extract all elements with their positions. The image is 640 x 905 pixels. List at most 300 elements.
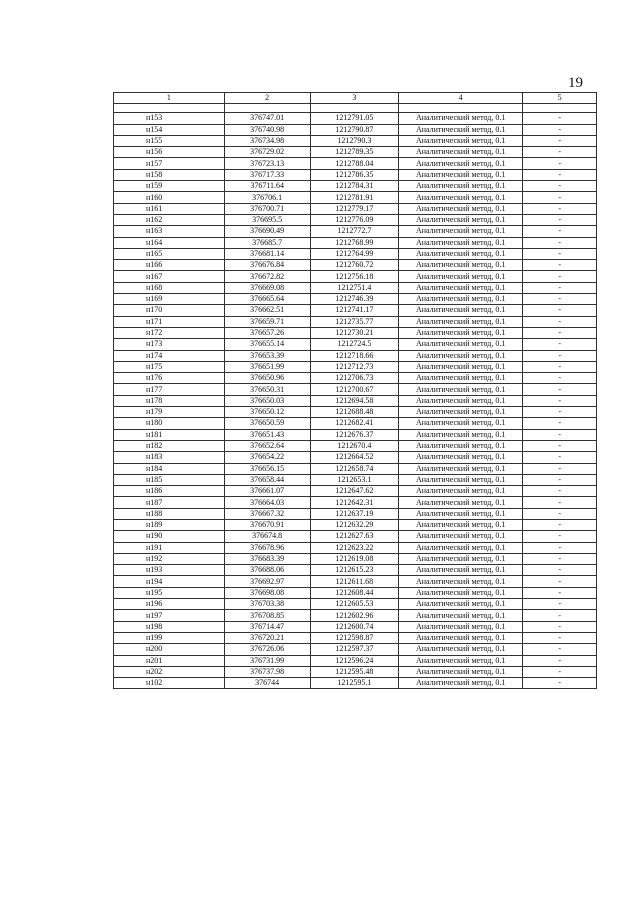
method-cell: Аналитический метод, 0.1 <box>398 305 522 316</box>
note-cell: - <box>523 237 597 248</box>
method-cell: Аналитический метод, 0.1 <box>398 260 522 271</box>
x-coordinate-cell: 376655.14 <box>224 339 310 350</box>
point-id-cell: н197 <box>114 610 225 621</box>
table-row <box>114 418 597 429</box>
point-id-cell: н198 <box>114 621 225 632</box>
table-row <box>114 407 597 418</box>
note-cell: - <box>523 407 597 418</box>
method-cell: Аналитический метод, 0.1 <box>398 463 522 474</box>
column-header-2: 2 <box>224 93 310 104</box>
y-coordinate-cell: 1212597.37 <box>310 644 398 655</box>
note-cell: - <box>523 147 597 158</box>
note-cell: - <box>523 113 597 124</box>
point-id-cell: н189 <box>114 519 225 530</box>
method-cell: Аналитический метод, 0.1 <box>398 294 522 305</box>
note-cell: - <box>523 248 597 259</box>
table-row <box>114 282 597 293</box>
x-coordinate-cell: 376676.84 <box>224 260 310 271</box>
table-row <box>114 226 597 237</box>
method-cell: Аналитический метод, 0.1 <box>398 599 522 610</box>
table-row <box>114 621 597 632</box>
note-cell: - <box>523 542 597 553</box>
note-cell: - <box>523 135 597 146</box>
point-id-cell: н176 <box>114 373 225 384</box>
method-cell: Аналитический метод, 0.1 <box>398 339 522 350</box>
table-row <box>114 519 597 530</box>
y-coordinate-cell: 1212786.35 <box>310 169 398 180</box>
note-cell: - <box>523 440 597 451</box>
y-coordinate-cell: 1212600.74 <box>310 621 398 632</box>
note-cell: - <box>523 294 597 305</box>
y-coordinate-cell: 1212756.18 <box>310 271 398 282</box>
point-id-cell: н175 <box>114 361 225 372</box>
y-coordinate-cell: 1212619.08 <box>310 553 398 564</box>
point-id-cell: н156 <box>114 147 225 158</box>
table-row <box>114 531 597 542</box>
y-coordinate-cell: 1212724.5 <box>310 339 398 350</box>
note-cell: - <box>523 316 597 327</box>
y-coordinate-cell: 1212664.52 <box>310 452 398 463</box>
table-spacer-row <box>114 104 597 113</box>
point-id-cell: н186 <box>114 486 225 497</box>
method-cell: Аналитический метод, 0.1 <box>398 610 522 621</box>
point-id-cell: н155 <box>114 135 225 146</box>
method-cell: Аналитический метод, 0.1 <box>398 474 522 485</box>
note-cell: - <box>523 644 597 655</box>
table-row <box>114 181 597 192</box>
method-cell: Аналитический метод, 0.1 <box>398 113 522 124</box>
table-body <box>114 104 597 689</box>
note-cell: - <box>523 452 597 463</box>
table-row <box>114 350 597 361</box>
point-id-cell: н178 <box>114 395 225 406</box>
table-row <box>114 666 597 677</box>
table-row <box>114 158 597 169</box>
note-cell: - <box>523 384 597 395</box>
note-cell: - <box>523 519 597 530</box>
table-row <box>114 361 597 372</box>
table-row <box>114 452 597 463</box>
note-cell: - <box>523 531 597 542</box>
note-cell: - <box>523 327 597 338</box>
table-row <box>114 463 597 474</box>
page-number: 19 <box>568 75 583 91</box>
table-row <box>114 587 597 598</box>
method-cell: Аналитический метод, 0.1 <box>398 666 522 677</box>
x-coordinate-cell: 376662.51 <box>224 305 310 316</box>
note-cell: - <box>523 610 597 621</box>
x-coordinate-cell: 376681.14 <box>224 248 310 259</box>
y-coordinate-cell: 1212642.31 <box>310 497 398 508</box>
table-row <box>114 655 597 666</box>
point-id-cell: н184 <box>114 463 225 474</box>
x-coordinate-cell: 376656.15 <box>224 463 310 474</box>
x-coordinate-cell: 376672.82 <box>224 271 310 282</box>
method-cell: Аналитический метод, 0.1 <box>398 282 522 293</box>
table-row <box>114 429 597 440</box>
y-coordinate-cell: 1212598.87 <box>310 632 398 643</box>
x-coordinate-cell: 376692.97 <box>224 576 310 587</box>
x-coordinate-cell: 376731.99 <box>224 655 310 666</box>
x-coordinate-cell: 376650.03 <box>224 395 310 406</box>
y-coordinate-cell: 1212735.77 <box>310 316 398 327</box>
method-cell: Аналитический метод, 0.1 <box>398 158 522 169</box>
column-header-4: 4 <box>398 93 522 104</box>
table-row <box>114 203 597 214</box>
table-row <box>114 124 597 135</box>
table-row <box>114 237 597 248</box>
y-coordinate-cell: 1212596.24 <box>310 655 398 666</box>
point-id-cell: н202 <box>114 666 225 677</box>
x-coordinate-cell: 376690.49 <box>224 226 310 237</box>
x-coordinate-cell: 376664.03 <box>224 497 310 508</box>
y-coordinate-cell: 1212776.09 <box>310 214 398 225</box>
point-id-cell: н195 <box>114 587 225 598</box>
method-cell: Аналитический метод, 0.1 <box>398 248 522 259</box>
note-cell: - <box>523 666 597 677</box>
note-cell: - <box>523 508 597 519</box>
x-coordinate-cell: 376651.99 <box>224 361 310 372</box>
point-id-cell: н169 <box>114 294 225 305</box>
x-coordinate-cell: 376685.7 <box>224 237 310 248</box>
y-coordinate-cell: 1212764.99 <box>310 248 398 259</box>
point-id-cell: н173 <box>114 339 225 350</box>
point-id-cell: н190 <box>114 531 225 542</box>
note-cell: - <box>523 474 597 485</box>
point-id-cell: н200 <box>114 644 225 655</box>
table-header-row <box>114 93 597 104</box>
point-id-cell: н170 <box>114 305 225 316</box>
method-cell: Аналитический метод, 0.1 <box>398 384 522 395</box>
x-coordinate-cell: 376734.98 <box>224 135 310 146</box>
x-coordinate-cell: 376729.02 <box>224 147 310 158</box>
y-coordinate-cell: 1212627.63 <box>310 531 398 542</box>
note-cell: - <box>523 271 597 282</box>
table-row <box>114 553 597 564</box>
point-id-cell: н199 <box>114 632 225 643</box>
point-id-cell: н166 <box>114 260 225 271</box>
method-cell: Аналитический метод, 0.1 <box>398 418 522 429</box>
table-row <box>114 474 597 485</box>
method-cell: Аналитический метод, 0.1 <box>398 542 522 553</box>
y-coordinate-cell: 1212647.62 <box>310 486 398 497</box>
note-cell: - <box>523 576 597 587</box>
note-cell: - <box>523 553 597 564</box>
x-coordinate-cell: 376723.13 <box>224 158 310 169</box>
y-coordinate-cell: 1212602.96 <box>310 610 398 621</box>
x-coordinate-cell: 376717.33 <box>224 169 310 180</box>
method-cell: Аналитический метод, 0.1 <box>398 192 522 203</box>
column-header-1: 1 <box>114 93 225 104</box>
x-coordinate-cell: 376747.01 <box>224 113 310 124</box>
x-coordinate-cell: 376703.38 <box>224 599 310 610</box>
x-coordinate-cell: 376720.21 <box>224 632 310 643</box>
x-coordinate-cell: 376665.64 <box>224 294 310 305</box>
method-cell: Аналитический метод, 0.1 <box>398 655 522 666</box>
method-cell: Аналитический метод, 0.1 <box>398 237 522 248</box>
table-row <box>114 395 597 406</box>
x-coordinate-cell: 376650.59 <box>224 418 310 429</box>
y-coordinate-cell: 1212712.73 <box>310 361 398 372</box>
note-cell: - <box>523 486 597 497</box>
table-row <box>114 327 597 338</box>
point-id-cell: н191 <box>114 542 225 553</box>
method-cell: Аналитический метод, 0.1 <box>398 587 522 598</box>
table-row <box>114 576 597 587</box>
x-coordinate-cell: 376711.64 <box>224 181 310 192</box>
point-id-cell: н179 <box>114 407 225 418</box>
table-row <box>114 632 597 643</box>
y-coordinate-cell: 1212768.99 <box>310 237 398 248</box>
method-cell: Аналитический метод, 0.1 <box>398 440 522 451</box>
y-coordinate-cell: 1212608.44 <box>310 587 398 598</box>
point-id-cell: н182 <box>114 440 225 451</box>
point-id-cell: н102 <box>114 678 225 689</box>
y-coordinate-cell: 1212632.29 <box>310 519 398 530</box>
note-cell: - <box>523 463 597 474</box>
note-cell: - <box>523 350 597 361</box>
x-coordinate-cell: 376669.08 <box>224 282 310 293</box>
x-coordinate-cell: 376698.08 <box>224 587 310 598</box>
x-coordinate-cell: 376667.32 <box>224 508 310 519</box>
table-row <box>114 610 597 621</box>
y-coordinate-cell: 1212595.1 <box>310 678 398 689</box>
method-cell: Аналитический метод, 0.1 <box>398 486 522 497</box>
x-coordinate-cell: 376737.98 <box>224 666 310 677</box>
table-row <box>114 486 597 497</box>
method-cell: Аналитический метод, 0.1 <box>398 452 522 463</box>
note-cell: - <box>523 169 597 180</box>
x-coordinate-cell: 376650.96 <box>224 373 310 384</box>
y-coordinate-cell: 1212694.58 <box>310 395 398 406</box>
x-coordinate-cell: 376661.07 <box>224 486 310 497</box>
x-coordinate-cell: 376688.06 <box>224 565 310 576</box>
method-cell: Аналитический метод, 0.1 <box>398 226 522 237</box>
y-coordinate-cell: 1212670.4 <box>310 440 398 451</box>
x-coordinate-cell: 376695.5 <box>224 214 310 225</box>
point-id-cell: н162 <box>114 214 225 225</box>
x-coordinate-cell: 376683.39 <box>224 553 310 564</box>
x-coordinate-cell: 376674.8 <box>224 531 310 542</box>
note-cell: - <box>523 226 597 237</box>
table-row <box>114 508 597 519</box>
method-cell: Аналитический метод, 0.1 <box>398 135 522 146</box>
point-id-cell: н165 <box>114 248 225 259</box>
note-cell: - <box>523 599 597 610</box>
point-id-cell: н183 <box>114 452 225 463</box>
point-id-cell: н185 <box>114 474 225 485</box>
note-cell: - <box>523 429 597 440</box>
y-coordinate-cell: 1212623.22 <box>310 542 398 553</box>
table-row <box>114 271 597 282</box>
column-header-3: 3 <box>310 93 398 104</box>
x-coordinate-cell: 376700.71 <box>224 203 310 214</box>
note-cell: - <box>523 192 597 203</box>
note-cell: - <box>523 158 597 169</box>
table-row <box>114 260 597 271</box>
method-cell: Аналитический метод, 0.1 <box>398 632 522 643</box>
note-cell: - <box>523 305 597 316</box>
point-id-cell: н177 <box>114 384 225 395</box>
note-cell: - <box>523 181 597 192</box>
y-coordinate-cell: 1212760.72 <box>310 260 398 271</box>
table-row <box>114 135 597 146</box>
method-cell: Аналитический метод, 0.1 <box>398 407 522 418</box>
note-cell: - <box>523 497 597 508</box>
x-coordinate-cell: 376651.43 <box>224 429 310 440</box>
method-cell: Аналитический метод, 0.1 <box>398 519 522 530</box>
note-cell: - <box>523 260 597 271</box>
method-cell: Аналитический метод, 0.1 <box>398 531 522 542</box>
table-row <box>114 339 597 350</box>
table-row <box>114 384 597 395</box>
note-cell: - <box>523 214 597 225</box>
x-coordinate-cell: 376708.85 <box>224 610 310 621</box>
y-coordinate-cell: 1212781.91 <box>310 192 398 203</box>
table-row <box>114 565 597 576</box>
point-id-cell: н172 <box>114 327 225 338</box>
point-id-cell: н196 <box>114 599 225 610</box>
spacer-cell <box>224 104 310 113</box>
x-coordinate-cell: 376658.44 <box>224 474 310 485</box>
spacer-cell <box>398 104 522 113</box>
table-row <box>114 678 597 689</box>
y-coordinate-cell: 1212653.1 <box>310 474 398 485</box>
method-cell: Аналитический метод, 0.1 <box>398 497 522 508</box>
point-id-cell: н158 <box>114 169 225 180</box>
note-cell: - <box>523 655 597 666</box>
x-coordinate-cell: 376652.64 <box>224 440 310 451</box>
x-coordinate-cell: 376678.96 <box>224 542 310 553</box>
point-id-cell: н201 <box>114 655 225 666</box>
x-coordinate-cell: 376726.06 <box>224 644 310 655</box>
x-coordinate-cell: 376670.91 <box>224 519 310 530</box>
table-row <box>114 440 597 451</box>
y-coordinate-cell: 1212751.4 <box>310 282 398 293</box>
table-row <box>114 373 597 384</box>
y-coordinate-cell: 1212718.66 <box>310 350 398 361</box>
note-cell: - <box>523 203 597 214</box>
method-cell: Аналитический метод, 0.1 <box>398 169 522 180</box>
y-coordinate-cell: 1212788.04 <box>310 158 398 169</box>
table-row <box>114 169 597 180</box>
method-cell: Аналитический метод, 0.1 <box>398 316 522 327</box>
table-row <box>114 192 597 203</box>
y-coordinate-cell: 1212700.67 <box>310 384 398 395</box>
note-cell: - <box>523 565 597 576</box>
method-cell: Аналитический метод, 0.1 <box>398 678 522 689</box>
x-coordinate-cell: 376740.98 <box>224 124 310 135</box>
method-cell: Аналитический метод, 0.1 <box>398 214 522 225</box>
y-coordinate-cell: 1212790.3 <box>310 135 398 146</box>
x-coordinate-cell: 376654.22 <box>224 452 310 463</box>
spacer-cell <box>310 104 398 113</box>
method-cell: Аналитический метод, 0.1 <box>398 327 522 338</box>
point-id-cell: н161 <box>114 203 225 214</box>
table-row <box>114 214 597 225</box>
point-id-cell: н192 <box>114 553 225 564</box>
note-cell: - <box>523 124 597 135</box>
point-id-cell: н157 <box>114 158 225 169</box>
point-id-cell: н154 <box>114 124 225 135</box>
table-row <box>114 644 597 655</box>
spacer-cell <box>523 104 597 113</box>
table-row <box>114 294 597 305</box>
note-cell: - <box>523 418 597 429</box>
y-coordinate-cell: 1212779.17 <box>310 203 398 214</box>
point-id-cell: н159 <box>114 181 225 192</box>
y-coordinate-cell: 1212615.23 <box>310 565 398 576</box>
method-cell: Аналитический метод, 0.1 <box>398 124 522 135</box>
table-row <box>114 316 597 327</box>
note-cell: - <box>523 632 597 643</box>
note-cell: - <box>523 373 597 384</box>
method-cell: Аналитический метод, 0.1 <box>398 203 522 214</box>
point-id-cell: н181 <box>114 429 225 440</box>
y-coordinate-cell: 1212772.7 <box>310 226 398 237</box>
point-id-cell: н193 <box>114 565 225 576</box>
point-id-cell: н171 <box>114 316 225 327</box>
note-cell: - <box>523 678 597 689</box>
method-cell: Аналитический метод, 0.1 <box>398 181 522 192</box>
point-id-cell: н167 <box>114 271 225 282</box>
x-coordinate-cell: 376714.47 <box>224 621 310 632</box>
x-coordinate-cell: 376657.26 <box>224 327 310 338</box>
point-id-cell: н187 <box>114 497 225 508</box>
x-coordinate-cell: 376650.31 <box>224 384 310 395</box>
point-id-cell: н188 <box>114 508 225 519</box>
x-coordinate-cell: 376650.12 <box>224 407 310 418</box>
point-id-cell: н164 <box>114 237 225 248</box>
point-id-cell: н168 <box>114 282 225 293</box>
y-coordinate-cell: 1212730.21 <box>310 327 398 338</box>
method-cell: Аналитический метод, 0.1 <box>398 350 522 361</box>
point-id-cell: н163 <box>114 226 225 237</box>
y-coordinate-cell: 1212789.35 <box>310 147 398 158</box>
y-coordinate-cell: 1212741.17 <box>310 305 398 316</box>
method-cell: Аналитический метод, 0.1 <box>398 373 522 384</box>
table-row <box>114 497 597 508</box>
method-cell: Аналитический метод, 0.1 <box>398 395 522 406</box>
y-coordinate-cell: 1212676.37 <box>310 429 398 440</box>
method-cell: Аналитический метод, 0.1 <box>398 644 522 655</box>
y-coordinate-cell: 1212637.19 <box>310 508 398 519</box>
point-id-cell: н194 <box>114 576 225 587</box>
y-coordinate-cell: 1212790.87 <box>310 124 398 135</box>
x-coordinate-cell: 376653.39 <box>224 350 310 361</box>
y-coordinate-cell: 1212784.31 <box>310 181 398 192</box>
note-cell: - <box>523 282 597 293</box>
y-coordinate-cell: 1212706.73 <box>310 373 398 384</box>
note-cell: - <box>523 339 597 350</box>
method-cell: Аналитический метод, 0.1 <box>398 508 522 519</box>
y-coordinate-cell: 1212658.74 <box>310 463 398 474</box>
table-row <box>114 542 597 553</box>
table-row <box>114 147 597 158</box>
x-coordinate-cell: 376744 <box>224 678 310 689</box>
table-row <box>114 248 597 259</box>
method-cell: Аналитический метод, 0.1 <box>398 553 522 564</box>
point-id-cell: н160 <box>114 192 225 203</box>
point-id-cell: н180 <box>114 418 225 429</box>
point-id-cell: н153 <box>114 113 225 124</box>
note-cell: - <box>523 587 597 598</box>
y-coordinate-cell: 1212611.68 <box>310 576 398 587</box>
note-cell: - <box>523 395 597 406</box>
method-cell: Аналитический метод, 0.1 <box>398 147 522 158</box>
method-cell: Аналитический метод, 0.1 <box>398 576 522 587</box>
x-coordinate-cell: 376706.1 <box>224 192 310 203</box>
